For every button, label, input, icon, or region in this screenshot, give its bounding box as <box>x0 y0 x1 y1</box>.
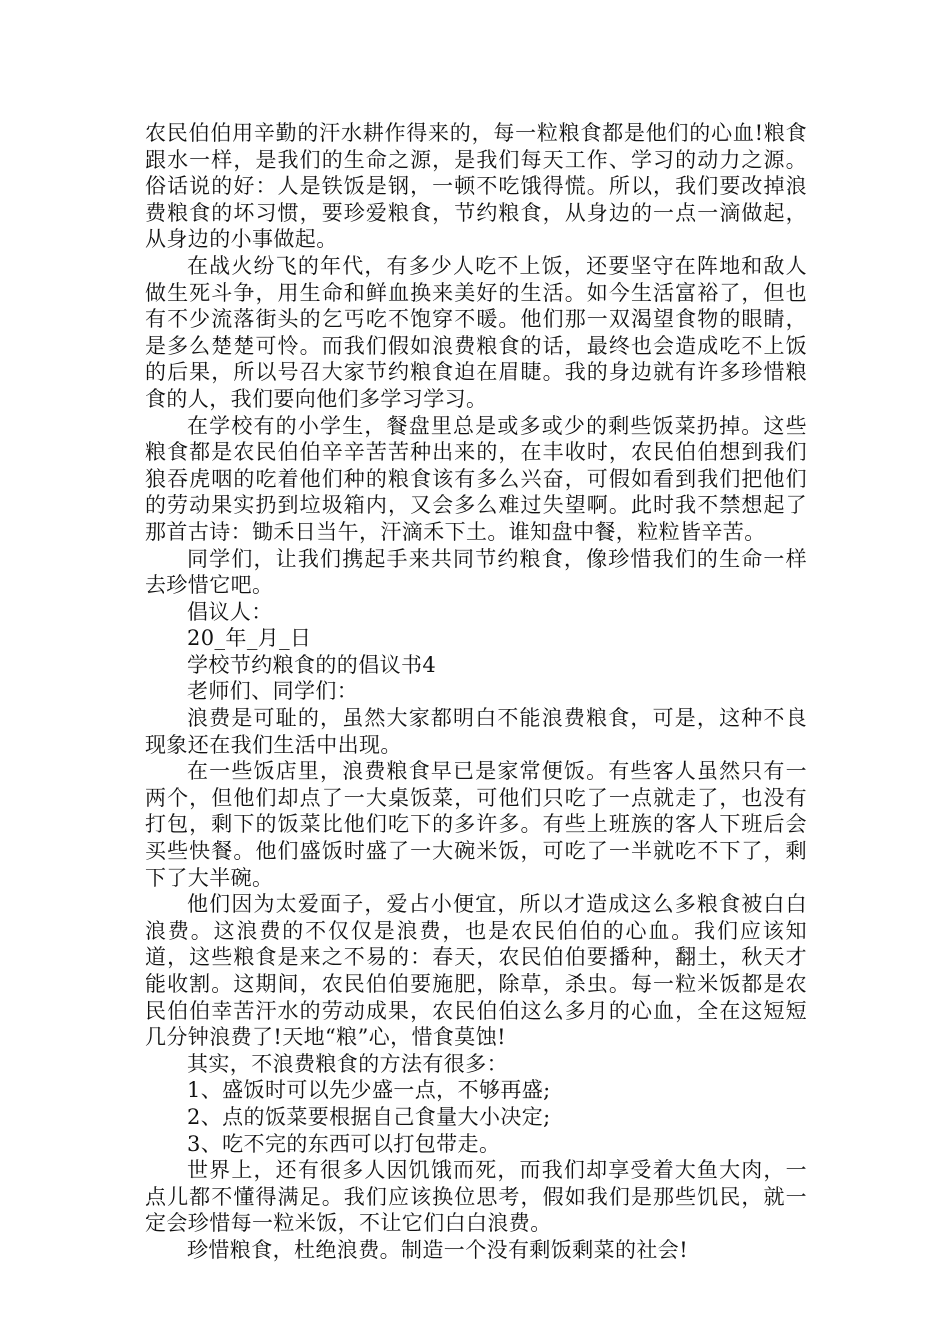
method-item-2: 2、点的饭菜要根据自己食量大小决定; <box>187 1104 551 1129</box>
paragraph-4: 同学们，让我们携起手来共同节约粮食，像珍惜我们的生命一样去珍惜它吧。 <box>145 546 807 598</box>
paragraph-3: 在学校有的小学生，餐盘里总是或多或少的剩些饭菜扔掉。这些粮食都是农民伯伯辛辛苦苦种出来的，在丰收时，农民伯伯想到我们狼吞虎咽的吃着他们种的粮食该有多么兴奋，可假如看到我们把他们的劳动果实扔到垃圾箱内，又会多么难过失望啊。此时我不禁想起了那首古诗：锄禾日当午，汗滴禾下土。谁知盘中餐，粒粒皆辛苦。 <box>145 413 807 544</box>
paragraph-7: 他们因为太爱面子，爱占小便宜，所以才造成这么多粮食被白白浪费。这浪费的不仅仅是浪费，也是农民伯伯的心血。我们应该知道，这些粮食是来之不易的：春天，农民伯伯要播种，翻土，秋天才能收割。这期间，农民伯伯要施肥，除草，杀虫。每一粒米饭都是农民伯伯幸苦汗水的劳动成果，农民伯伯这么多月的心血，全在这短短几分钟浪费了!天地“粮”心，惜食莫蚀! <box>145 892 807 1050</box>
methods-intro: 其实，不浪费粮食的方法有很多： <box>187 1051 508 1076</box>
section-title: 学校节约粮食的的倡议书4 <box>187 652 437 677</box>
paragraph-6: 在一些饭店里，浪费粮食早已是家常便饭。有些客人虽然只有一两个，但他们却点了一大桌饭菜，可他们只吃了一点就走了，也没有打包，剩下的饭菜比他们吃下的多许多。有些上班族的客人下班后会买些快餐。他们盛饭时盛了一大碗米饭，可吃了一半就吃不下了，剩下了大半碗。 <box>145 759 807 890</box>
method-item-3: 3、吃不完的东西可以打包带走。 <box>187 1131 501 1156</box>
salutation: 老师们、同学们： <box>187 679 359 704</box>
date-line: 20_年_月_日 <box>187 626 312 651</box>
paragraph-1: 农民伯伯用辛勤的汗水耕作得来的，每一粒粮食都是他们的心血!粮食跟水一样，是我们的生命之源，是我们每天工作、学习的动力之源。俗话说的好：人是铁饭是钢，一顿不吃饿得慌。所以，我们要改掉浪费粮食的坏习惯，要珍爱粮食，节约粮食，从身边的一点一滴做起，从身边的小事做起。 <box>145 121 807 252</box>
paragraph-2: 在战火纷飞的年代，有多少人吃不上饭，还要坚守在阵地和敌人做生死斗争，用生命和鲜血换来美好的生活。如今生活富裕了，但也有不少流落街头的乞丐吃不饱穿不暖。他们那一双渴望食物的眼睛，是多么楚楚可怜。而我们假如浪费粮食的话，最终也会造成吃不上饭的后果，所以号召大家节约粮食迫在眉睫。我的身边就有许多珍惜粮食的人，我们要向他们多学习学习。 <box>145 253 807 411</box>
paragraph-8: 世界上，还有很多人因饥饿而死，而我们却享受着大鱼大肉，一点儿都不懂得满足。我们应该换位思考，假如我们是那些饥民，就一定会珍惜每一粒米饭，不让它们白白浪费。 <box>145 1158 807 1236</box>
paragraph-5: 浪费是可耻的，虽然大家都明白不能浪费粮食，可是，这种不良现象还在我们生活中出现。 <box>145 706 807 757</box>
proposer-label: 倡议人： <box>187 599 273 624</box>
document-body <box>145 120 807 1264</box>
method-item-1: 1、盛饭时可以先少盛一点，不够再盛; <box>187 1078 551 1103</box>
closing-line: 珍惜粮食，杜绝浪费。制造一个没有剩饭剩菜的社会! <box>187 1237 689 1262</box>
